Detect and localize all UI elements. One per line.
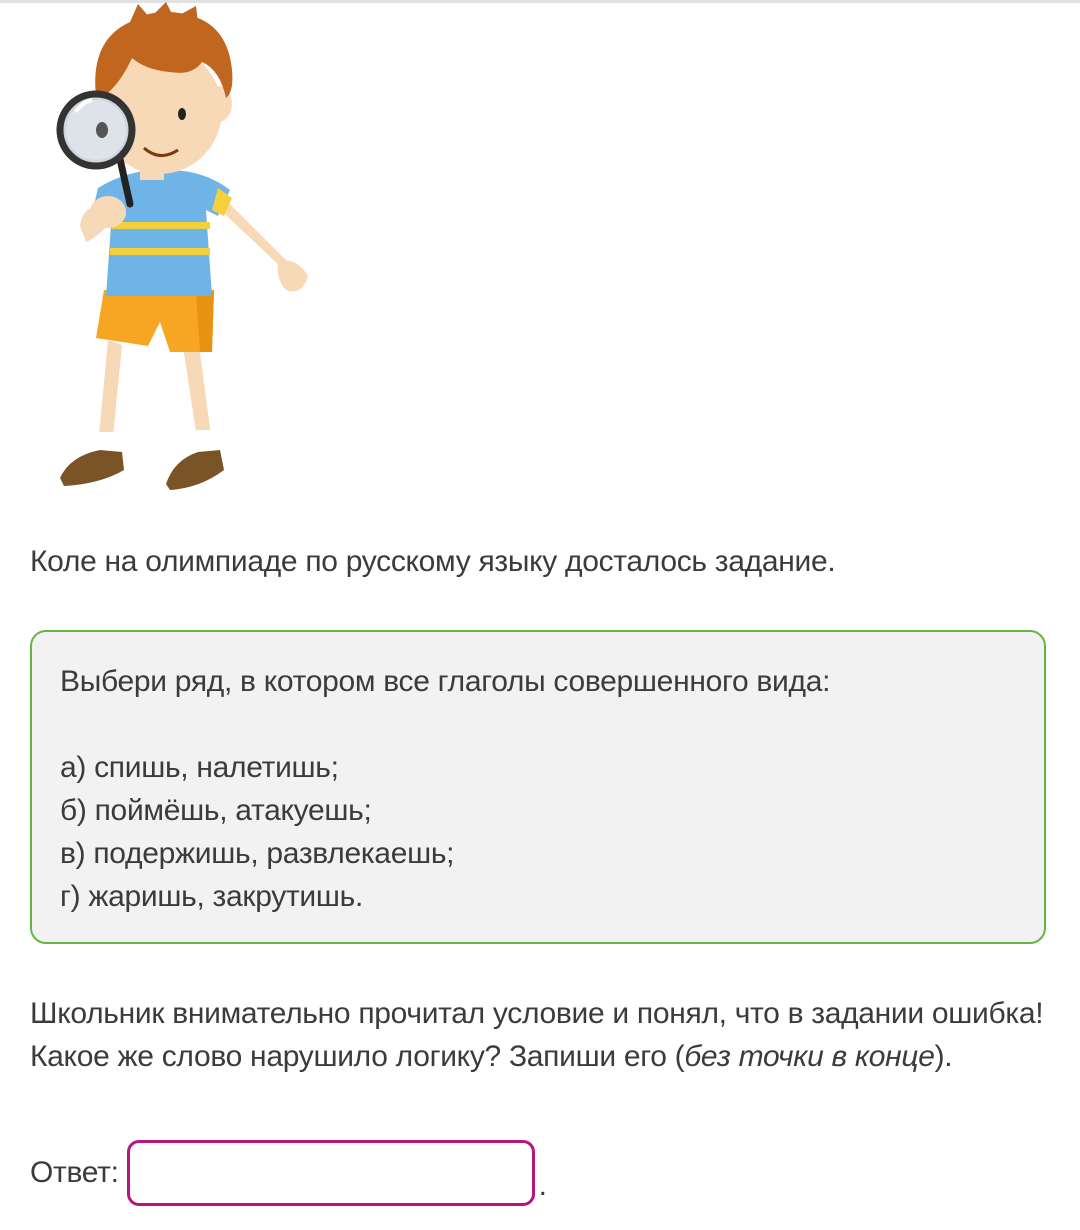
boy-with-magnifying-glass-illustration <box>20 0 340 500</box>
intro-text: Коле на олимпиаде по русскому языку досталось задание. <box>30 545 836 578</box>
answer-suffix: . <box>538 1169 547 1202</box>
question-line-2-start: Какое же слово нарушило логику? Запиши его ( <box>30 1040 685 1073</box>
question-line-1: Школьник внимательно прочитал условие и понял, что в задании ошибка! <box>30 997 1044 1030</box>
option-b: б) поймёшь, атакуешь; <box>60 794 372 827</box>
question-text <box>30 992 1060 1078</box>
option-a: а) спишь, налетишь; <box>60 751 339 784</box>
options-list <box>60 746 1016 918</box>
answer-input[interactable] <box>127 1140 535 1206</box>
question-line-2-italic: без точки в конце <box>684 1040 935 1073</box>
task-box <box>30 630 1046 944</box>
answer-label: Ответ: <box>30 1156 119 1189</box>
option-c: в) подержишь, развлекаешь; <box>60 837 455 870</box>
question-line-2-end: ). <box>934 1040 953 1073</box>
answer-row <box>30 1140 547 1206</box>
task-title: Выбери ряд, в котором все глаголы совершенного вида: <box>60 665 831 698</box>
option-d: г) жаришь, закрутишь. <box>60 880 363 913</box>
question-line-2 <box>30 1035 1060 1078</box>
